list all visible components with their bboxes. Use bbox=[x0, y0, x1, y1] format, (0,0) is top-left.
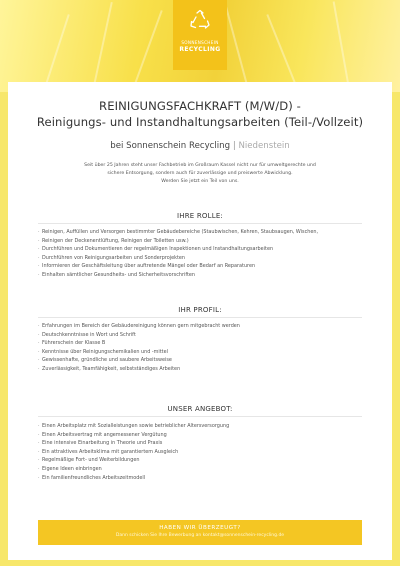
list-item: · Erfahrungen im Bereich der Gebäudereinigung können gern mitgebracht werden bbox=[38, 322, 368, 331]
list-item: · Gewissenhafte, gründliche und saubere Arbeitsweise bbox=[38, 356, 368, 365]
company-line bbox=[8, 141, 392, 151]
list-item: · Einhalten sämtlicher Gesundheits- und Sicherheitsvorschriften bbox=[38, 271, 368, 280]
profile-list bbox=[38, 322, 368, 374]
company-separator: | bbox=[232, 141, 236, 151]
company-city: Niedenstein bbox=[238, 141, 290, 151]
role-heading: IHRE ROLLE: bbox=[177, 212, 223, 220]
company-name: bei Sonnenschein Recycling bbox=[110, 141, 231, 151]
intro-text bbox=[56, 162, 344, 186]
profile-divider bbox=[38, 317, 362, 318]
list-item: · Eine intensive Einarbeitung in Theorie und Praxis bbox=[38, 439, 368, 448]
list-item: · Einen Arbeitsplatz mit Sozialleistungen sowie betrieblicher Altersversorgung bbox=[38, 422, 368, 431]
intro-line: Seit über 25 Jahren steht unser Fachbetrieb im Großraum Kassel nicht nur für umweltgerechte und bbox=[84, 163, 316, 168]
profile-heading: IHR PROFIL: bbox=[178, 306, 222, 314]
job-title-line2: Reinigungs- und Instandhaltungsarbeiten (Teil-/Vollzeit) bbox=[36, 115, 364, 129]
recycle-icon bbox=[188, 8, 212, 32]
role-divider bbox=[38, 223, 362, 224]
list-item: · Durchführen von Reinigungsarbeiten und Sonderprojekten bbox=[38, 254, 368, 263]
apply-heading: HABEN WIR ÜBERZEUGT? bbox=[159, 525, 241, 531]
list-item: · Regelmäßige Fort- und Weiterbildungen bbox=[38, 456, 368, 465]
offer-divider bbox=[38, 416, 362, 417]
offer-list bbox=[38, 422, 368, 482]
list-item: · Durchführen und Dokumentieren der regelmäßigen Inspektionen und Instandhaltungsarbeiten bbox=[38, 245, 368, 254]
list-item: · Eigene Ideen einbringen bbox=[38, 465, 368, 474]
list-item: · Kenntnisse über Reinigungschemikalien und -mittel bbox=[38, 348, 368, 357]
list-item: · Zuverlässigkeit, Teamfähigkeit, selbstständiges Arbeiten bbox=[38, 365, 368, 374]
list-item: · Ein familienfreundliches Arbeitszeitmodell bbox=[38, 474, 368, 483]
list-item: · Führerschein der Klasse B bbox=[38, 339, 368, 348]
role-list bbox=[38, 228, 368, 280]
apply-banner[interactable] bbox=[38, 520, 362, 545]
list-item: · Reinigen der Deckenentlüftung, Reinigen der Toiletten usw.) bbox=[38, 237, 368, 246]
list-item: · Informieren der Geschäftsleitung über auftretende Mängel oder Bedarf an Reparaturen bbox=[38, 262, 368, 271]
list-item: · Reinigen, Auffüllen und Versorgen bestimmter Gebäudebereiche (Staubwischen, Kehren, Staubsaugen, Wischen, bbox=[38, 228, 368, 237]
list-item: · Ein attraktives Arbeitsklima mit garantiertem Ausgleich bbox=[38, 448, 368, 457]
offer-heading: UNSER ANGEBOT: bbox=[167, 405, 233, 413]
job-title-line1: REINIGUNGSFACHKRAFT (M/W/D) - bbox=[99, 99, 301, 113]
list-item: · Deutschkenntnisse in Wort und Schrift bbox=[38, 331, 368, 340]
hero-banner bbox=[0, 0, 400, 92]
logo-name: SONNENSCHEIN bbox=[181, 40, 219, 45]
content-sheet bbox=[8, 82, 392, 560]
job-title bbox=[8, 98, 392, 130]
list-item: · Einen Arbeitsvertrag mit angemessener Vergütung bbox=[38, 431, 368, 440]
intro-line: Werden Sie jetzt ein Teil von uns. bbox=[161, 179, 239, 184]
apply-email-link[interactable]: Dann schicken Sie Ihre Bewerbung an kontakt@sonnenschein-recycling.de bbox=[115, 533, 285, 538]
logo-subtitle: RECYCLING bbox=[179, 46, 221, 53]
company-logo bbox=[173, 0, 227, 70]
intro-line: sichere Entsorgung, sondern auch für zuverlässige und preiswerte Abwicklung. bbox=[107, 171, 293, 176]
